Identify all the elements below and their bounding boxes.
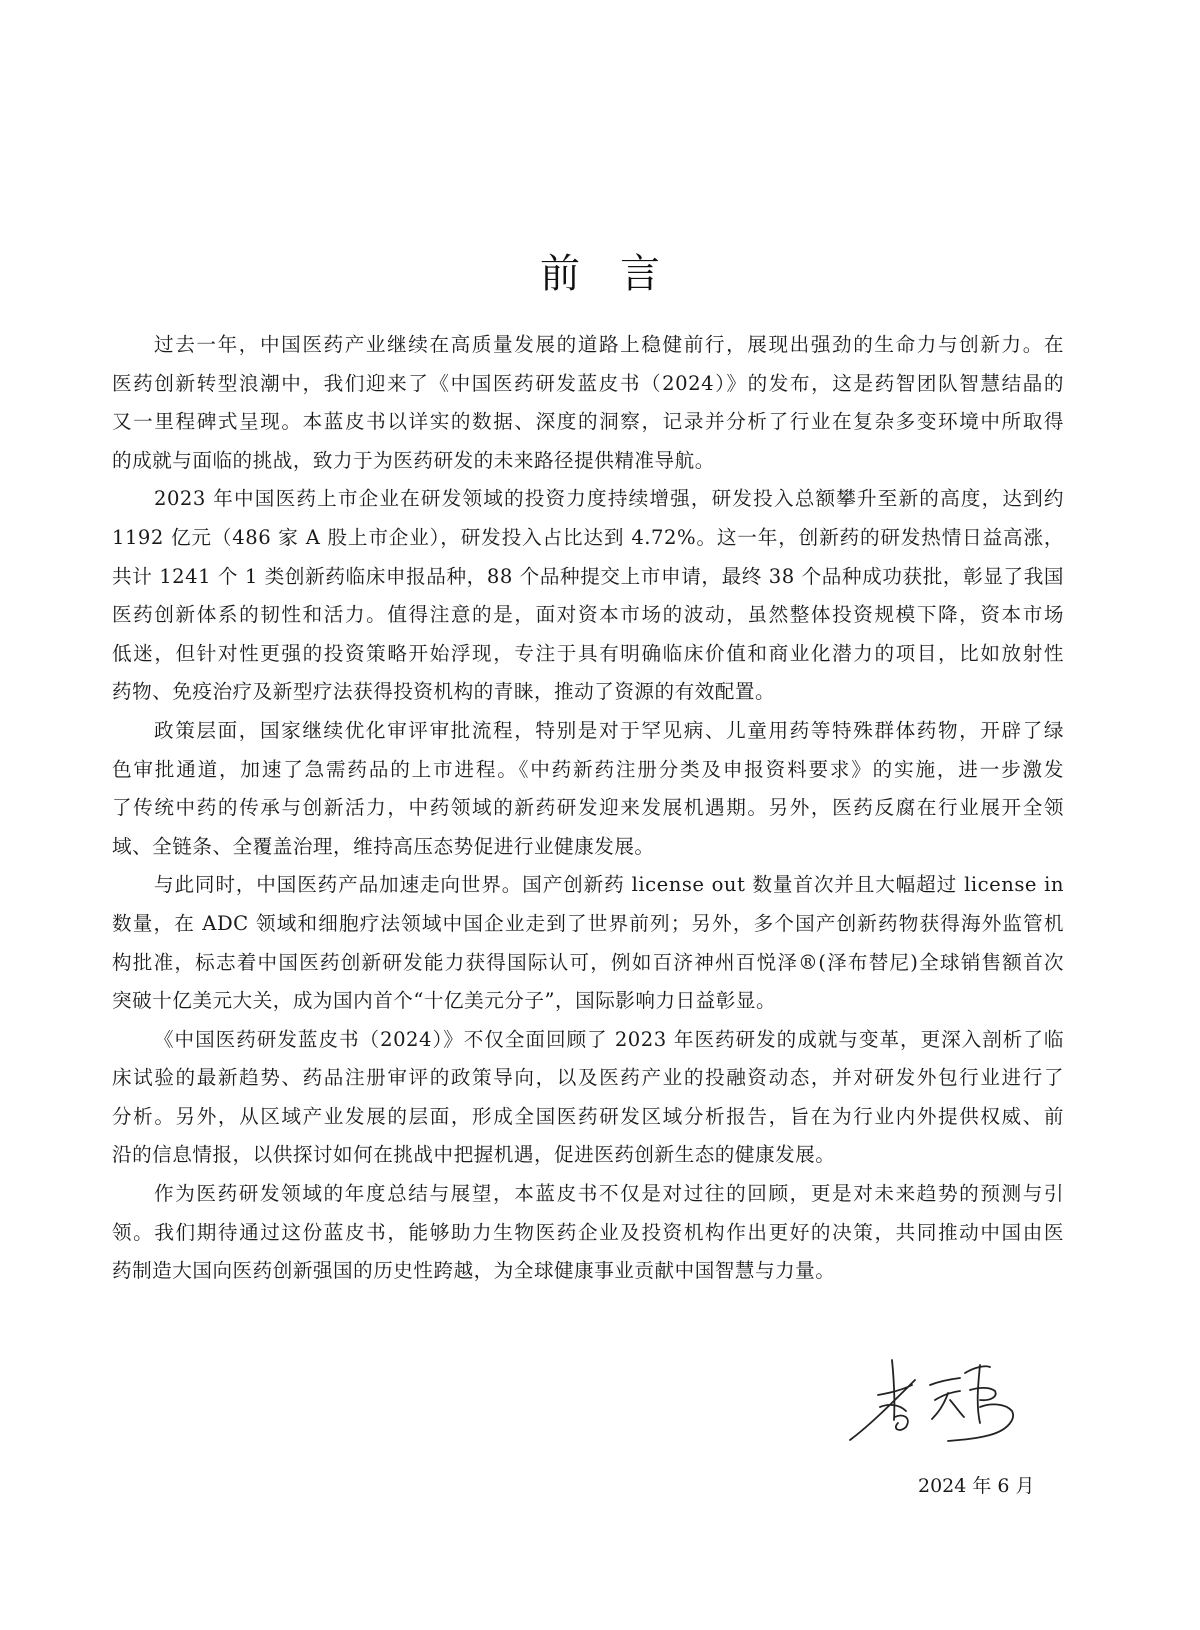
paragraph-2 xyxy=(112,480,1064,712)
text-line: 政策层面，国家继续优化审评审批流程，特别是对于罕见病、儿童用药等特殊群体药物，开辟了绿 xyxy=(154,718,1064,742)
text-line: 医药创新体系的韧性和活力。值得注意的是，面对资本市场的波动，虽然整体投资规模下降，资本市场 xyxy=(112,603,1064,627)
text-line: 低迷，但针对性更强的投资策略开始浮现，专注于具有明确临床价值和商业化潜力的项目，比如放射性 xyxy=(112,641,1064,665)
paragraph-1 xyxy=(112,326,1064,480)
text-line: 沿的信息情报，以供探讨如何在挑战中把握机遇，促进医药创新生态的健康发展。 xyxy=(112,1143,836,1167)
text-line: 医药创新转型浪潮中，我们迎来了《中国医药研发蓝皮书（2024）》的发布，这是药智团队智慧结晶的 xyxy=(112,371,1064,395)
text-line: 药物、免疫治疗及新型疗法获得投资机构的青睐，推动了资源的有效配置。 xyxy=(112,680,776,704)
text-line: 床试验的最新趋势、药品注册审评的政策导向，以及医药产业的投融资动态，并对研发外包行业进行了 xyxy=(112,1066,1064,1090)
paragraph-3 xyxy=(112,712,1064,866)
text-line: 作为医药研发领域的年度总结与展望，本蓝皮书不仅是对过往的回顾，更是对未来趋势的预测与引 xyxy=(154,1182,1064,1206)
text-line: 共计 1241 个 1 类创新药临床申报品种，88 个品种提交上市申请，最终 38 个品种成功获批，彰显了我国 xyxy=(112,564,1064,588)
text-line: 与此同时，中国医药产品加速走向世界。国产创新药 license out 数量首次并且大幅超过 license in xyxy=(154,873,1064,897)
text-line: 突破十亿美元大关，成为国内首个“十亿美元分子”，国际影响力日益彰显。 xyxy=(112,989,777,1013)
text-line: 《中国医药研发蓝皮书（2024）》不仅全面回顾了 2023 年医药研发的成就与变革，更深入剖析了临 xyxy=(154,1027,1064,1051)
paragraph-6 xyxy=(112,1175,1064,1291)
text-line: 构批准，标志着中国医药创新研发能力获得国际认可，例如百济神州百悦泽®(泽布替尼)全球销售额首次 xyxy=(112,950,1064,974)
signature-icon xyxy=(840,1345,1040,1455)
text-line: 药制造大国向医药创新强国的历史性跨越，为全球健康事业贡献中国智慧与力量。 xyxy=(112,1259,836,1283)
paragraph-5 xyxy=(112,1021,1064,1175)
text-line: 1192 亿元（486 家 A 股上市企业），研发投入占比达到 4.72%。这一年，创新药的研发热情日益高涨， xyxy=(112,525,1064,549)
text-line: 色审批通道，加速了急需药品的上市进程。《中药新药注册分类及申报资料要求》的实施，进一步激发 xyxy=(112,757,1064,781)
text-line: 过去一年，中国医药产业继续在高质量发展的道路上稳健前行，展现出强劲的生命力与创新力。在 xyxy=(154,333,1064,356)
page-title: 前言 xyxy=(540,250,700,297)
preface-body xyxy=(112,326,1064,1291)
paragraph-4 xyxy=(112,866,1064,1020)
text-line: 2023 年中国医药上市企业在研发领域的投资力度持续增强，研发投入总额攀升至新的高度，达到约 xyxy=(154,487,1064,511)
text-line: 领。我们期待通过这份蓝皮书，能够助力生物医药企业及投资机构作出更好的决策，共同推动中国由医 xyxy=(112,1220,1064,1244)
text-line: 域、全链条、全覆盖治理，维持高压态势促进行业健康发展。 xyxy=(112,834,655,858)
text-line: 分析。另外，从区域产业发展的层面，形成全国医药研发区域分析报告，旨在为行业内外提供权威、前 xyxy=(112,1104,1064,1128)
text-line: 了传统中药的传承与创新活力，中药领域的新药研发迎来发展机遇期。另外，医药反腐在行业展开全领 xyxy=(112,796,1064,820)
text-line: 数量，在 ADC 领域和细胞疗法领域中国企业走到了世界前列；另外，多个国产创新药物获得海外监管机 xyxy=(112,911,1064,935)
text-line: 的成就与面临的挑战，致力于为医药研发的未来路径提供精准导航。 xyxy=(112,448,715,472)
signature-date: 2024 年 6 月 xyxy=(918,1475,1035,1497)
text-line: 又一里程碑式呈现。本蓝皮书以详实的数据、深度的洞察，记录并分析了行业在复杂多变环境中所取得 xyxy=(112,410,1064,434)
